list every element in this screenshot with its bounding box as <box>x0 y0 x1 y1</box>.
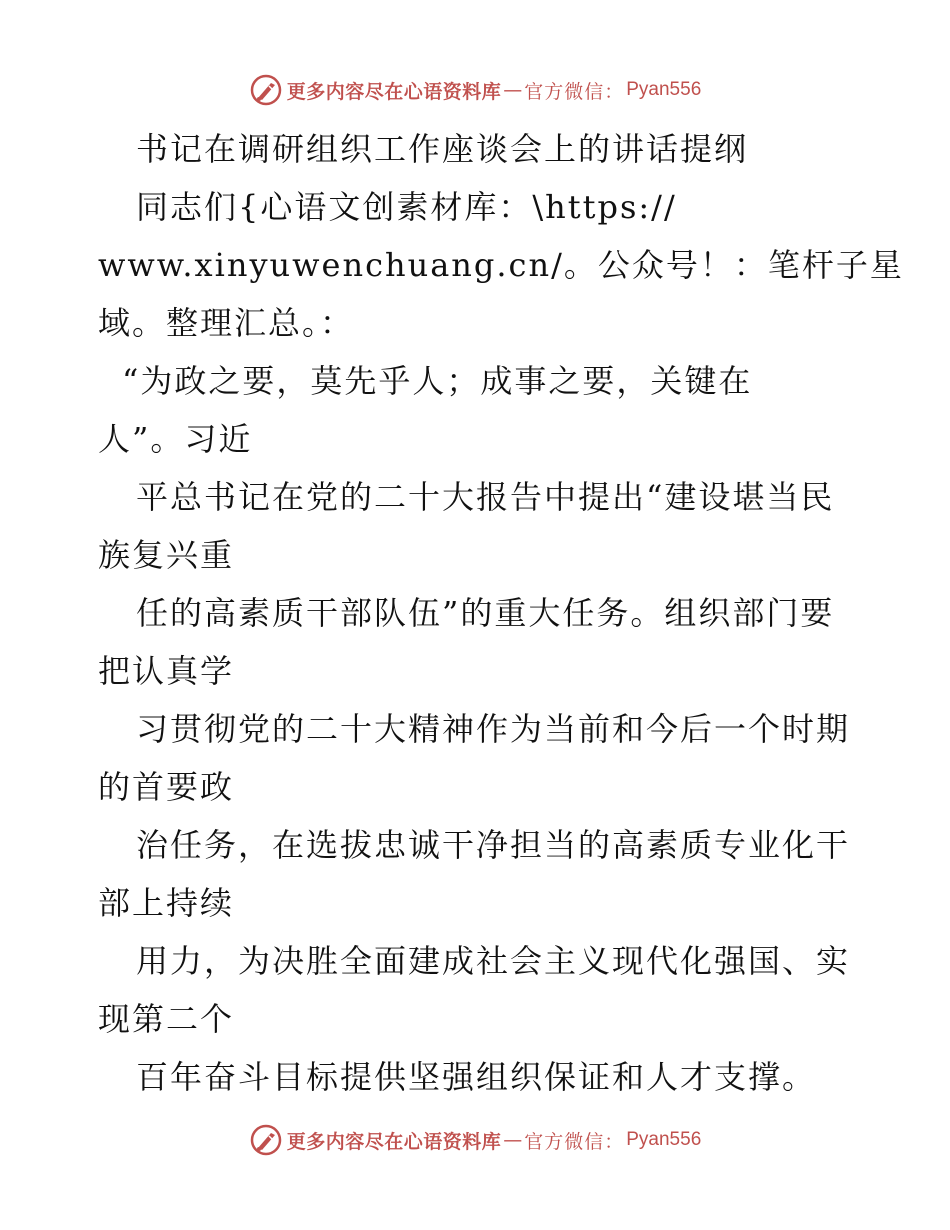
paragraph-line: 族复兴重 <box>98 536 235 574</box>
paragraph-line: 部上持续 <box>98 884 235 922</box>
paragraph-line: 把认真学 <box>98 652 235 690</box>
watermark-wechat-label: 官方微信： <box>524 80 625 103</box>
watermark-wechat-id: Pyan556 <box>626 1129 702 1150</box>
document-body <box>98 120 904 1106</box>
watermark-dash: — <box>503 79 523 101</box>
paragraph-line: 百年奋斗目标提供坚强组织保证和人才支撑。 <box>136 1058 817 1096</box>
paragraph-line: 习贯彻党的二十大精神作为当前和今后一个时期 <box>136 710 851 748</box>
document-title: 书记在调研组织工作座谈会上的讲话提纲 <box>136 130 749 168</box>
header-watermark <box>0 70 950 110</box>
paragraph-line: 的首要政 <box>98 768 235 806</box>
watermark-wechat-id: Pyan556 <box>626 79 702 100</box>
watermark-dash: — <box>503 1129 523 1151</box>
paragraph-line: 人”。习近 <box>98 420 253 458</box>
watermark-wechat-label: 官方微信： <box>524 1130 625 1153</box>
paragraph-line: 任的高素质干部队伍”的重大任务。组织部门要 <box>136 594 835 632</box>
paragraph-line: 域。整理汇总。： <box>98 304 355 342</box>
footer-watermark <box>0 1120 950 1160</box>
paragraph-line <box>98 236 904 294</box>
feather-pen-logo-icon <box>249 1123 283 1157</box>
watermark-text: 更多内容尽在心语资料库 <box>286 1130 502 1153</box>
paragraph-line: 用力，为决胜全面建成社会主义现代化强国、实 <box>136 942 851 980</box>
watermark-text: 更多内容尽在心语资料库 <box>286 80 502 103</box>
line-text: 同志们{心语文创素材库：\https:// <box>136 188 677 226</box>
paragraph-line: “为政之要，莫先乎人；成事之要，关键在 <box>122 362 753 400</box>
paragraph-line: 平总书记在党的二十大报告中提出“建设堪当民 <box>136 478 835 516</box>
paragraph-line: 治任务，在选拔忠诚干净担当的高素质专业化干 <box>136 826 851 864</box>
paragraph-line: 现第二个 <box>98 1000 235 1038</box>
line-text: www.xinyuwenchuang.cn/。公众号！：笔杆子星 <box>98 246 904 284</box>
paragraph-line <box>98 178 888 236</box>
feather-pen-logo-icon <box>249 73 283 107</box>
